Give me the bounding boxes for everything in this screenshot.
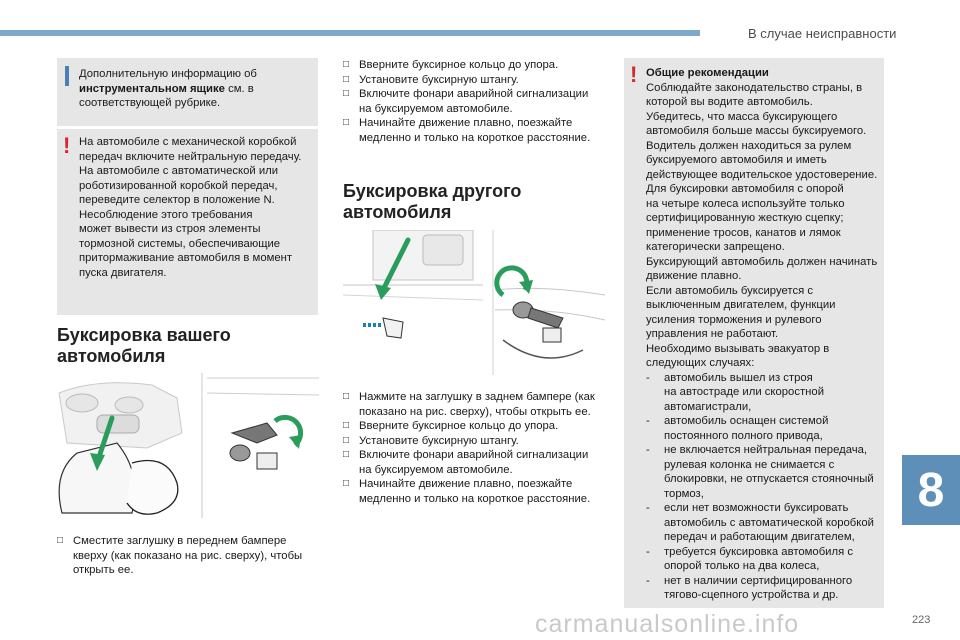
general-list-line: опорой только на два колеса, [664,560,820,572]
section2-step-line: Включите фонари аварийной сигнализации [359,449,589,461]
general-list-line: тормоз, [664,487,704,500]
section2-step-line: Начинайте движение плавно, поезжайте [359,478,573,490]
top-step-text [359,87,588,116]
info-line-3: соответствующей рубрике. [79,97,221,109]
section2-step [343,419,605,434]
warning-line: пуска двигателя. [79,266,167,279]
top-steps [343,58,605,145]
section1-steps [57,534,319,578]
general-list-line: блокировки, не отпускается стояночный [664,473,874,485]
top-step-line: Вверните буксирное кольцо до упора. [359,59,559,71]
top-step [343,73,605,88]
general-text [646,81,882,371]
general-list-item [646,371,882,415]
warning-icon: ! [630,62,638,87]
top-step-line: на буксируемом автомобиле. [359,102,513,115]
bullet-icon: □ [343,420,350,431]
section1-step-text [73,534,302,578]
general-list-text [664,443,874,501]
warning-note [57,129,318,315]
info-bold: инструментальном ящике [79,82,225,95]
general-list-line: требуется буксировка автомобиля с [664,545,853,558]
top-step [343,87,605,116]
section1-step-line: кверху (как показано на рис. сверху), чтобы [73,549,303,562]
general-list-line: тягово-сцепного устройства и др. [664,589,839,601]
section2-step-line: на буксируемом автомобиле. [359,463,513,476]
section2-step-text [359,390,595,419]
section2-step-text [359,434,519,449]
bullet-icon: □ [343,73,350,85]
bullet-icon: □ [343,117,350,128]
section2-step [343,448,605,477]
general-line: Убедитесь, что масса буксирующего [646,110,838,123]
general-list-item [646,443,882,501]
warning-line: притормаживание автомобиля в момент [79,252,293,264]
chapter-title: В случае неисправности [748,26,897,41]
section2-step [343,477,605,506]
top-step-text [359,73,519,88]
chapter-tab[interactable]: 8 [902,455,960,525]
general-list-line: рулевая колонка не снимается с [664,458,835,471]
top-step-text [359,58,558,73]
bullet-icon: □ [343,88,350,99]
dash-marker: - [646,444,650,456]
section1-step-line: Сместите заглушку в переднем бампере [73,535,287,547]
section2-step-line: Вверните буксирное кольцо до упора. [359,420,559,432]
general-list-line: автомобиль оснащен системой [664,415,829,427]
section1-step [57,534,319,578]
top-step-line: медленно и только на короткое расстояние. [359,131,591,144]
general-list-line: автомобиль вышел из строя [664,371,813,384]
general-list-text [664,501,874,545]
general-line: усиления торможения и рулевого [646,313,822,326]
top-step-line: Начинайте движение плавно, поезжайте [359,117,573,129]
dash-marker: - [646,502,650,514]
section2-step-line: показано на рис. сверху), чтобы открыть ее. [359,405,591,418]
section2-steps [343,390,605,506]
section2-step-line: Установите буксирную штангу. [359,434,519,447]
warning-line: На автомобиле с механической коробкой [79,136,297,148]
top-step-text [359,116,590,145]
general-line: Если автомобиль буксируется с [646,284,813,297]
general-line: сертифицированную жесткую сцепку; [646,212,844,224]
general-line: Соблюдайте законодательство страны, в [646,81,863,94]
section2-step-line: Нажмите на заглушку в заднем бампере (как [359,391,595,403]
warning-line: роботизированной коробкой передач, [79,179,278,192]
general-list-line: нет в наличии сертифицированного [664,574,853,587]
general-list-line: автомагистрали, [664,400,752,413]
general-line: которой вы водите автомобиль. [646,96,813,108]
section1-title: Буксировка вашего автомобиля [57,325,231,366]
info-line-1: Дополнительную информацию об [79,68,257,80]
general-list-line: на автостраде или скоростной [664,386,824,398]
general-list-text [664,574,852,603]
general-line: Для буксировки автомобиля с опорой [646,183,844,195]
general-list-text [664,371,824,415]
general-list-line: если нет возможности буксировать [664,502,849,514]
top-step-line: Установите буксирную штангу. [359,73,519,86]
general-list-item [646,574,882,603]
warning-line: переведите селектор в положение N. [79,194,275,206]
front-bumper-illustration [57,373,319,518]
general-list-text [664,414,828,443]
general-list-line: постоянного полного привода, [664,429,823,442]
general-line: буксируемого автомобиля и иметь [646,154,827,166]
rear-bumper-illustration [343,230,605,375]
dash-marker: - [646,574,650,587]
warning-line: тормозной системы, обеспечивающие [79,237,281,250]
general-list-line: автомобиль с автоматической коробкой [664,516,874,529]
general-line: на четыре колеса используйте только [646,197,845,210]
bullet-icon: □ [57,535,64,546]
section2-step [343,434,605,449]
dash-marker: - [646,415,650,427]
top-step [343,58,605,73]
watermark: carmanualsonline.info [535,610,800,638]
general-line: Водитель должен находиться за рулем [646,139,852,152]
general-list-line: не включается нейтральная передача, [664,444,868,456]
top-step [343,116,605,145]
header-rule [0,30,700,36]
general-title: Общие рекомендации [646,67,769,79]
warning-icon: ! [63,133,71,158]
dash-marker: - [646,545,650,558]
info-note: Дополнительную информацию об инструментальном ящике см. в соответствующей рубрике. [57,58,318,126]
general-line: категорически запрещено. [646,241,785,253]
general-line: применение тросов, канатов и лямок [646,226,841,239]
info-icon [65,66,69,86]
warning-text [79,135,301,280]
general-line: движение плавно. [646,270,742,282]
general-line: действующее водительское удостоверение. [646,168,878,181]
section1-step-line: открыть ее. [73,564,134,576]
section2-step-text [359,477,590,506]
general-line: Необходимо вызывать эвакуатор в [646,342,830,355]
page-number: 223 [912,614,931,626]
section2-step-text [359,419,558,434]
general-list [646,371,882,603]
bullet-icon: □ [343,391,350,402]
bullet-icon: □ [343,478,350,489]
general-line: Буксирующий автомобиль должен начинать [646,255,878,268]
warning-line: может вывести из строя элементы [79,223,261,235]
general-list-item [646,501,882,545]
general-line: управления не работают. [646,328,779,340]
top-step-line: Включите фонари аварийной сигнализации [359,88,589,100]
bullet-icon: □ [343,449,350,460]
bullet-icon: □ [343,434,350,446]
warning-line: На автомобиле с автоматической или [79,165,279,177]
general-line: следующих случаях: [646,357,755,369]
section2-step-line: медленно и только на короткое расстояние. [359,492,591,505]
warning-line: передач включите нейтральную передачу. [79,150,302,163]
general-list-item [646,414,882,443]
general-list-item [646,545,882,574]
general-line: выключенным двигателем, функции [646,299,836,311]
general-line: автомобиля больше массы буксируемого. [646,125,867,137]
general-list-text [664,545,853,574]
section2-step [343,390,605,419]
section2-title: Буксировка другого автомобиля [343,181,522,222]
section2-step-text [359,448,588,477]
general-recommendations [624,58,884,608]
warning-line: Несоблюдение этого требования [79,208,253,221]
dash-marker: - [646,371,650,384]
general-list-line: передач и работающим двигателем, [664,531,855,543]
bullet-icon: □ [343,59,350,70]
